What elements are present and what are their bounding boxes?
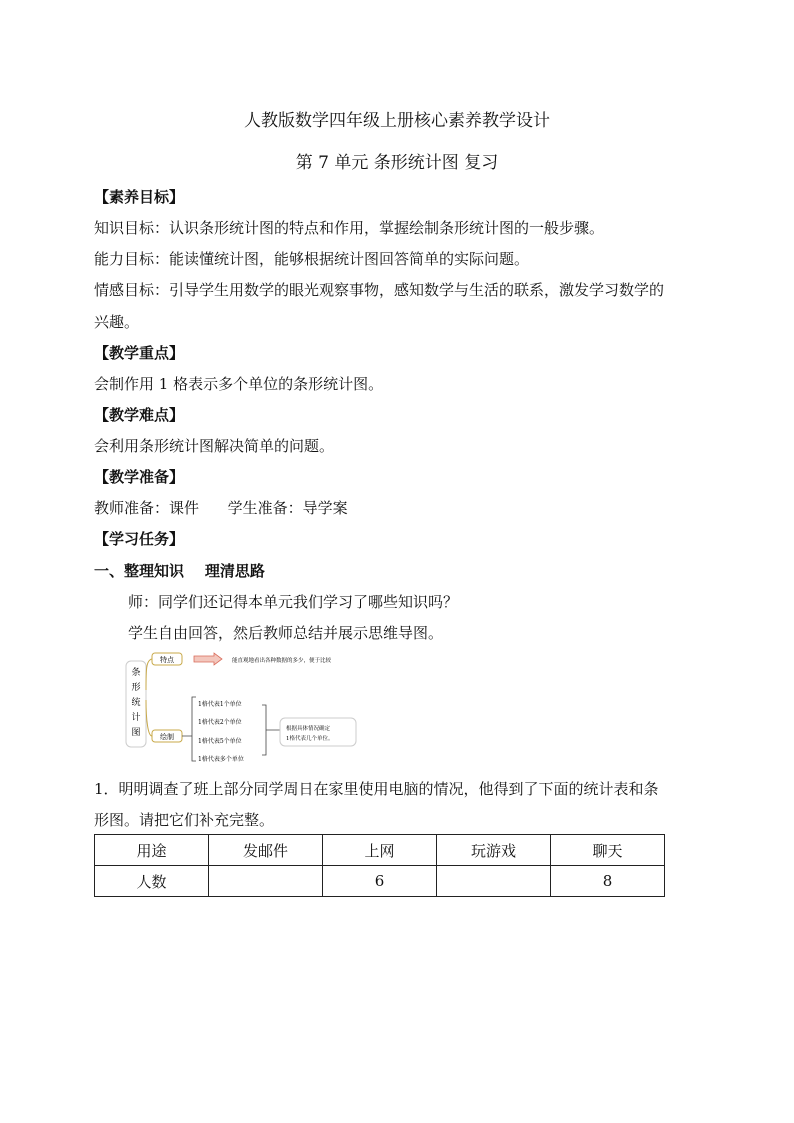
question1-line2: 形图。请把它们补充完整。 (94, 811, 275, 829)
table-cell: 8 (551, 866, 665, 897)
mindmap-note-brace (262, 705, 280, 755)
mindmap-option: 1格代表2个单位 (198, 719, 242, 726)
table-header-cell: 玩游戏 (437, 835, 551, 866)
arrow-icon (194, 653, 222, 665)
difficulties-text: 会利用条形统计图解决简单的问题。 (94, 437, 335, 455)
key-points-heading: 【教学重点】 (94, 344, 185, 362)
mindmap-option: 1格代表5个单位 (198, 738, 242, 745)
goal-knowledge: 知识目标：认识条形统计图的特点和作用，掌握绘制条形统计图的一般步骤。 (94, 219, 605, 237)
table-header-cell: 发邮件 (209, 835, 323, 866)
difficulties-heading: 【教学难点】 (94, 406, 185, 424)
section1-heading: 一、整理知识 理清思路 (94, 562, 265, 580)
table-row (95, 866, 665, 897)
document-subtitle: 第 7 单元 条形统计图 复习 (295, 153, 499, 173)
mindmap-branch-features-label: 特点 (160, 656, 174, 664)
table-cell (209, 866, 323, 897)
document-title: 人教版数学四年级上册核心素养教学设计 (244, 111, 550, 131)
teacher-line: 师：同学们还记得本单元我们学习了哪些知识吗？ (128, 593, 459, 611)
student-line: 学生自由回答，然后教师总结并展示思维导图。 (128, 624, 444, 642)
mindmap-note-line1: 根据具体情况确定 (286, 726, 331, 732)
table-cell: 人数 (95, 866, 209, 897)
table-row (95, 835, 665, 866)
preparation-heading: 【教学准备】 (94, 468, 185, 486)
question1-line1: 1．明明调查了班上部分同学周日在家里使用电脑的情况，他得到了下面的统计表和条 (94, 780, 659, 798)
preparation-text: 教师准备：课件 学生准备：导学案 (94, 499, 348, 517)
goal-ability: 能力目标：能读懂统计图，能够根据统计图回答简单的实际问题。 (94, 250, 530, 268)
goal-emotion-line2: 兴趣。 (94, 313, 140, 331)
mindmap-features-desc: 能直观地看出各种数据的多少，便于比较 (232, 658, 332, 664)
usage-table (94, 834, 665, 897)
mindmap-root-char: 条 (131, 668, 141, 678)
mindmap-root-char: 计 (131, 713, 141, 723)
mindmap-note-line2: 1格代表几个单位。 (286, 736, 334, 742)
mindmap-connectors (146, 659, 152, 736)
mindmap-root-char: 统 (131, 698, 141, 708)
mind-map (122, 650, 362, 770)
mindmap-option: 1格代表多个单位 (198, 756, 244, 763)
mindmap-options-brace (182, 697, 196, 761)
mindmap-option: 1格代表1个单位 (198, 701, 242, 708)
goals-heading: 【素养目标】 (94, 188, 185, 206)
table-cell: 6 (323, 866, 437, 897)
table-header-cell: 上网 (323, 835, 437, 866)
table-header-cell: 聊天 (551, 835, 665, 866)
table-header-cell: 用途 (95, 835, 209, 866)
tasks-heading: 【学习任务】 (94, 530, 185, 548)
mindmap-root-char: 图 (131, 728, 141, 738)
table-cell (437, 866, 551, 897)
mindmap-branch-draw-label: 绘制 (160, 733, 174, 741)
mindmap-root-char: 形 (131, 683, 141, 693)
key-points-text: 会制作用 1 格表示多个单位的条形统计图。 (94, 375, 384, 393)
goal-emotion-line1: 情感目标：引导学生用数学的眼光观察事物，感知数学与生活的联系，激发学习数学的 (94, 281, 665, 299)
